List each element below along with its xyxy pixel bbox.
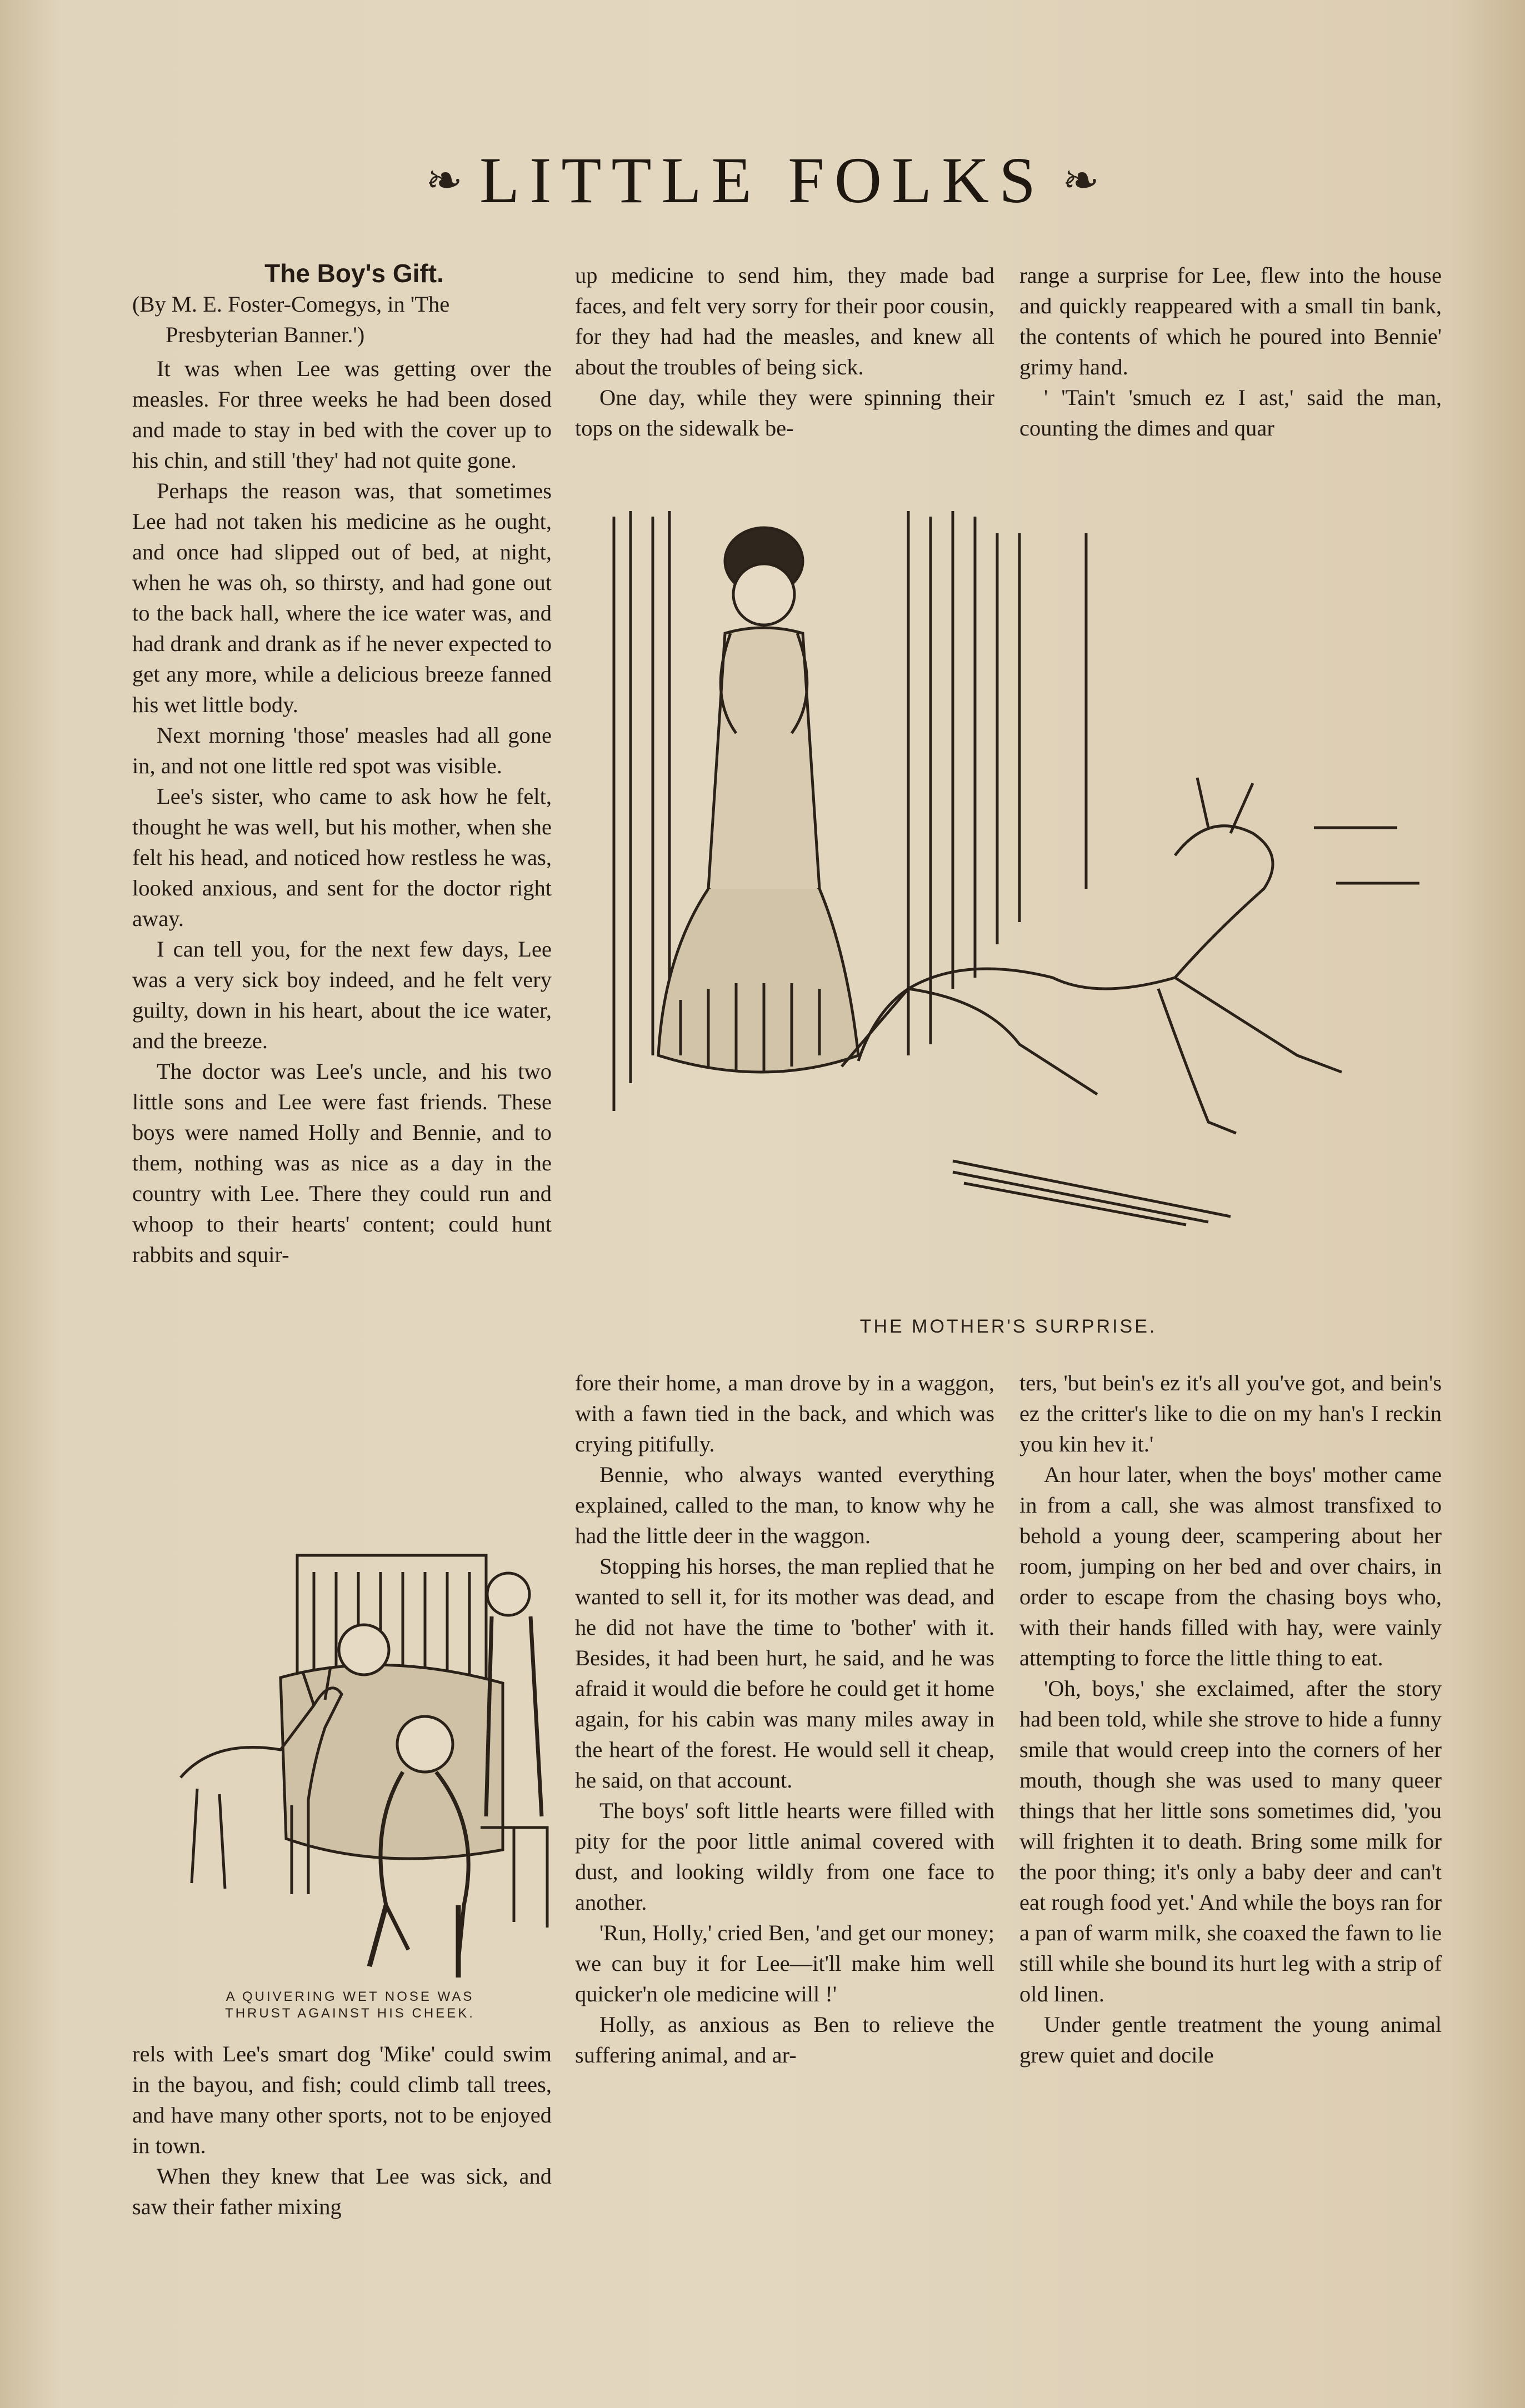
paragraph: The doctor was Lee's uncle, and his two little sons and Lee were fast friends. These boys were named Holly and Bennie, and to them, nothing was as nice as a day in the country with Lee. There they could run and whoop to their hearts' content; could hunt rabbits and squir- (132, 1059, 552, 1267)
story-title: The Boy's Gift. (264, 259, 444, 288)
mother-caption-text: THE MOTHER'S SURPRISE. (859, 1316, 1157, 1337)
mother-and-fawn-drawing (597, 500, 1442, 1311)
right-ornament-icon: ❧ (1062, 157, 1099, 206)
column-3-bottom (1019, 1368, 1442, 2070)
byline-line-2: Presbyterian Banner.') (166, 322, 365, 347)
paragraph: 'Oh, boys,' she exclaimed, after the story had been told, while she strove to hide a funny smile that would creep into the corners of her mouth, though she was used to many queer things that her little sons sometimes did, 'you will frighten it to death. Bring some milk for the poor thing; it's only a baby deer and can't eat rough food yet.' And while the boys ran for a pan of warm milk, she coaxed the fawn to lie still while she bound its hurt leg with a strip of old linen. (1019, 1676, 1442, 2006)
paragraph: Perhaps the reason was, that sometimes Lee had not taken his medicine as he ought, and once had slipped out of bed, at night, when he was oh, so thirsty, and had gone out to the back hall, where the ice water was, and had drank and drank as if he never expected to get any more, while a delicious breeze fanned his wet little body. (132, 478, 552, 717)
paragraph: Under gentle treatment the young animal grew quiet and docile (1019, 2012, 1442, 2067)
byline-line-1: (By M. E. Foster-Comegys, in 'The (132, 292, 450, 317)
paragraph: ' 'Tain't 'smuch ez I ast,' said the man, counting the dimes and quar (1019, 385, 1442, 440)
column-2-top (575, 260, 994, 443)
paragraph: range a surprise for Lee, flew into the house and quickly reappeared with a small tin bank, the contents of which he poured into Bennie' grimy hand. (1019, 263, 1442, 379)
paragraph: When they knew that Lee was sick, and saw their father mixing (132, 2164, 552, 2219)
paragraph: up medicine to send him, they made bad faces, and felt very sorry for their poor cousin, for they had had the measles, and knew all about the troubles of being sick. (575, 263, 994, 379)
paragraph: One day, while they were spinning their tops on the sidewalk be- (575, 385, 994, 440)
byline (132, 289, 552, 350)
paragraph: An hour later, when the boys' mother came in from a call, she was almost transfixed to behold a young deer, scampering about her room, jumping on her bed and over chairs, in order to escape from the chasing boys who, with their hands filled with hay, were vainly attempting to force the little thing to eat. (1019, 1462, 1442, 1670)
bed-illustration-caption (147, 1989, 553, 2022)
paragraph: Stopping his horses, the man replied that he wanted to sell it, for its mother was dead, and he did not have the time to 'bother' with it. Besides, it had been hurt, he said, and he was afraid it would die before he could get it home again, for his cabin was many miles away in the heart of the forest. He would sell it cheap, he said, on that account. (575, 1554, 994, 1793)
column-1-bottom (132, 2039, 552, 2222)
bed-caption-line-1: A QUIVERING WET NOSE WAS (226, 1989, 474, 2004)
paragraph: Next morning 'those' measles had all gone in, and not one little red spot was visible. (132, 723, 552, 778)
left-ornament-icon: ❧ (425, 157, 463, 206)
paragraph: ters, 'but bein's ez it's all you've got, and bein's ez the critter's like to die on my han's I reckin you kin hev it.' (1019, 1370, 1442, 1456)
paragraph: I can tell you, for the next few days, Lee was a very sick boy indeed, and he felt very guilty, down in his heart, about the ice water, and the breeze. (132, 937, 552, 1053)
paragraph: The boys' soft little hearts were filled with pity for the poor little animal covered with dust, and looking wildly from one face to another. (575, 1798, 994, 1915)
column-2-bottom (575, 1368, 994, 2070)
paragraph: It was when Lee was getting over the measles. For three weeks he had been dosed and made to stay in bed with the cover up to his chin, and still 'they' had not quite gone. (132, 356, 552, 473)
masthead (0, 142, 1525, 219)
column-3-top (1019, 260, 1442, 443)
paragraph: rels with Lee's smart dog 'Mike' could swim in the bayou, and fish; could climb tall trees, and have many other sports, not to be enjoyed in town. (132, 2041, 552, 2158)
bed-caption-line-2: THRUST AGAINST HIS CHEEK. (225, 2006, 475, 2021)
paragraph: Lee's sister, who came to ask how he felt, thought he was well, but his mother, when she felt his head, and noticed how restless he was, looked anxious, and sent for the doctor right away. (132, 784, 552, 931)
paragraph: fore their home, a man drove by in a waggon, with a fawn tied in the back, and which was crying pitifully. (575, 1370, 994, 1456)
paragraph: Bennie, who always wanted everything explained, called to the man, to know why he had the little deer in the waggon. (575, 1462, 994, 1548)
column-1-top (132, 258, 552, 1270)
mother-surprise-caption (575, 1315, 1442, 1338)
section-title: LITTLE FOLKS (479, 144, 1046, 217)
paragraph: 'Run, Holly,' cried Ben, 'and get our money; we can buy it for Lee—it'll make him well quicker'n ole medicine will !' (575, 1920, 994, 2006)
mother-surprise-illustration (597, 500, 1442, 1311)
paragraph: Holly, as anxious as Ben to relieve the suffering animal, and ar- (575, 2012, 994, 2067)
bed-illustration (147, 1539, 553, 1983)
bed-scene-drawing (147, 1539, 553, 1983)
